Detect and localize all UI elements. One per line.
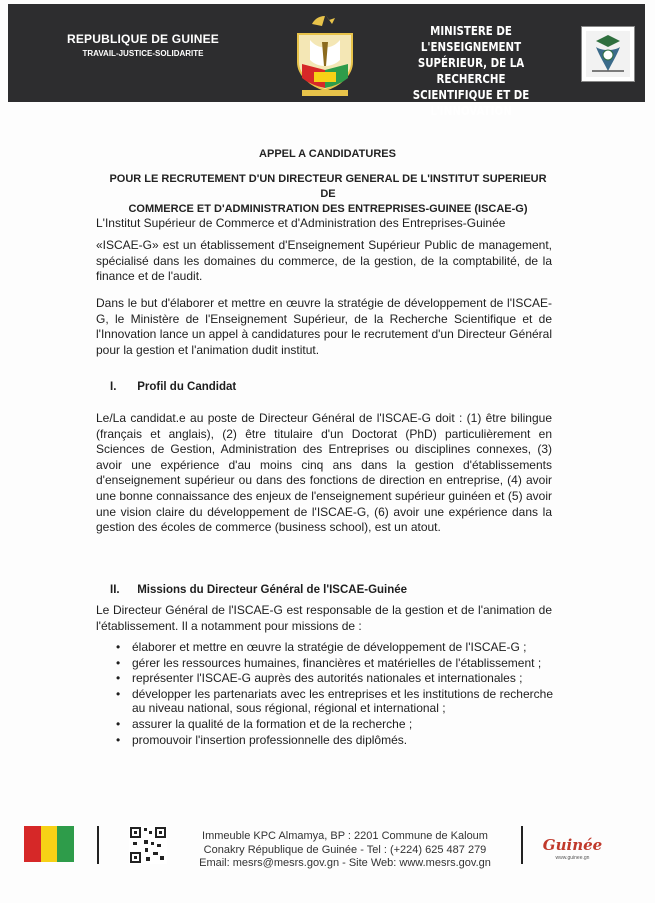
qr-code-icon [129, 826, 167, 864]
footer-address [190, 830, 500, 871]
section-title: Profil du Candidat [137, 381, 237, 393]
guinea-flag-icon [24, 826, 74, 862]
intro-paragraph: «ISCAE-G» est un établissement d'Enseignement Supérieur Public de management, spécialisé dans les domaines du commerce, de la gestion, de la comptabilité, de la finance et de l'audit. [96, 238, 552, 284]
profile-paragraph: Le/La candidat.e au poste de Directeur Général de l'ISCAE-G doit : (1) être bilingue (français et anglais), (2) être titulaire d'un Doctorat (PhD) particulièrement en Sciences de Gestion, Administration des Entreprises ou disciplines connexes, (3) avoir une expérience d'au moins cinq ans dans la gestion d'établissements d'enseignement supérieur ou dans des fonctions de direction en entreprise, (4) avoir une bonne connaissance des enjeux de l'enseignement supérieur guinéen et (5) avoir une vision claire du développement de l'ISCAE-G, (6) avoir une expérience dans la gestion des écoles de commerce (business school), est un atout. [96, 411, 552, 535]
republic-motto: TRAVAIL-JUSTICE-SOLIDARITE [82, 49, 204, 58]
list-item [113, 717, 553, 732]
missions-list [113, 640, 553, 748]
list-item-text: représenter l'ISCAE-G auprès des autorités nationales et internationales ; [132, 671, 523, 686]
ministry-line: SUPÉRIEUR, DE LA RECHERCHE [417, 55, 525, 86]
section-number: I. [110, 381, 117, 393]
bullet-icon: • [116, 732, 121, 747]
republic-name: REPUBLIQUE DE GUINEE [66, 32, 220, 46]
brand-url: www.guinee.gn [555, 855, 590, 861]
bullet-icon: • [116, 655, 121, 670]
purpose-paragraph: Dans le but d'élaborer et mettre en œuvre la stratégie de développement de l'ISCAE-G, le Ministère de l'Enseignement Supérieur, de la Recherche Scientifique et de l'Innovation lance un appel à candidatures pour le recrutement d'un Directeur Général pour la gestion et l'animation dudit institut. [96, 296, 552, 357]
list-item [113, 733, 553, 748]
intro-line: L'Institut Supérieur de Commerce et d'Administration des Entreprises-Guinée [96, 216, 506, 230]
bullet-icon: • [116, 671, 121, 686]
address-line: Conakry République de Guinée - Tel : (+224) 625 487 279 [203, 843, 487, 856]
footer-divider [521, 826, 523, 864]
national-emblem-icon [288, 10, 362, 98]
ministry-line: SCIENTIFIQUE ET DE L'INNOVATION [412, 87, 530, 118]
list-item [113, 640, 553, 655]
footer-divider [97, 826, 99, 864]
section-heading-profile [110, 381, 236, 393]
subtitle-line: COMMERCE ET D'ADMINISTRATION DES ENTREPRISES-GUINEE (ISCAE-G) [128, 203, 528, 215]
bullet-icon: • [116, 716, 121, 731]
ministry-line: MINISTERE DE L'ENSEIGNEMENT [420, 23, 522, 54]
list-item-text: gérer les ressources humaines, financières et matérielles de l'établissement ; [132, 655, 542, 670]
address-line: Email: mesrs@mesrs.gov.gn - Site Web: www.mesrs.gov.gn [199, 857, 491, 869]
letterhead-banner [8, 4, 645, 118]
guinee-brand-logo [540, 836, 605, 861]
flag-stripe-yellow [41, 826, 58, 862]
bullet-icon: • [116, 640, 121, 654]
list-item-text: élaborer et mettre en œuvre la stratégie de développement de l'ISCAE-G ; [132, 640, 527, 654]
flag-stripe-green [57, 826, 74, 862]
list-item [113, 656, 553, 671]
list-item-text: développer les partenariats avec les entreprises et les institutions de recherche au niveau national, sous régional, régional et international ; [132, 686, 553, 716]
section-title: Missions du Directeur Général de l'ISCAE-Guinée [137, 584, 408, 596]
ministry-name [393, 23, 549, 119]
document-subtitle [108, 172, 548, 217]
ministry-logo-icon [581, 26, 635, 82]
bullet-icon: • [116, 686, 121, 701]
brand-name: Guinée [542, 836, 603, 854]
missions-paragraph: Le Directeur Général de l'ISCAE-G est responsable de la gestion et de l'animation de l'établissement. Il a notamment pour missions de : [96, 603, 552, 633]
list-item [113, 671, 553, 686]
document-title: APPEL A CANDIDATURES [259, 148, 396, 160]
address-line: Immeuble KPC Almamya, BP : 2201 Commune de Kaloum [202, 830, 488, 842]
section-heading-missions [110, 584, 407, 596]
republic-block [48, 32, 238, 58]
list-item-text: promouvoir l'insertion professionnelle des diplômés. [132, 732, 408, 747]
section-number: II. [110, 584, 120, 596]
subtitle-line: POUR LE RECRUTEMENT D'UN DIRECTEUR GENERAL DE L'INSTITUT SUPERIEUR DE [109, 173, 547, 200]
list-item [113, 687, 553, 716]
list-item-text: assurer la qualité de la formation et de la recherche ; [132, 716, 413, 731]
flag-stripe-red [24, 826, 41, 862]
